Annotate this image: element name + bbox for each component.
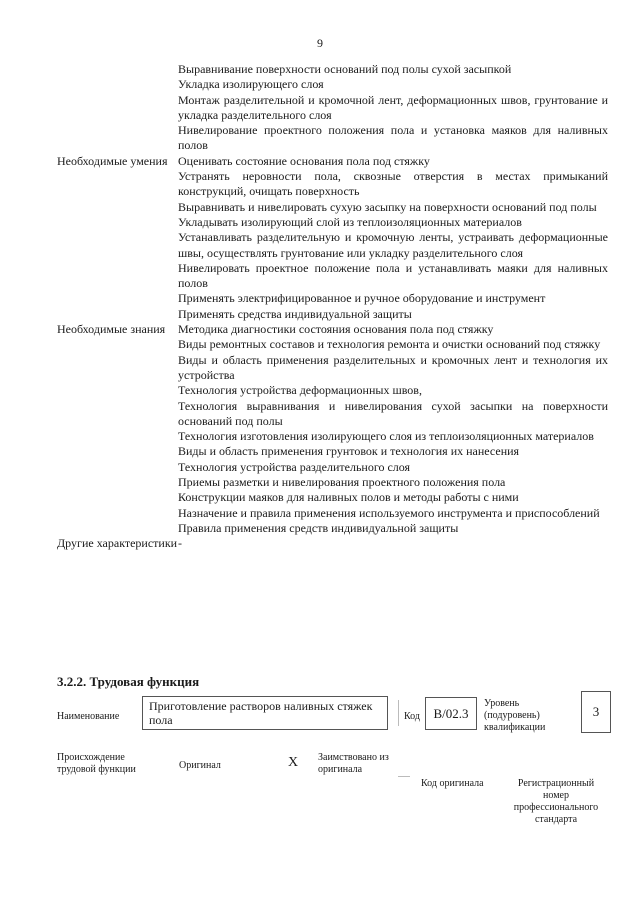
divider: [398, 700, 399, 726]
divider: [398, 776, 410, 777]
row-label: Другие характеристики: [57, 536, 178, 551]
list-item: Правила применения средств индивидуальной защиты: [178, 520, 459, 535]
list-item: Применять электрифицированное и ручное оборудование и инструмент: [178, 291, 546, 306]
list-item: Методика диагностики состояния основания пола под стяжку: [178, 322, 494, 337]
table-row: [57, 536, 608, 551]
row-label: Необходимые знания: [57, 322, 166, 337]
list-item: Виды и область применения разделительных и кромочных лент и технология их устройства: [178, 352, 608, 382]
registration-number-label: Регистрационный номер профессионального стандарта: [513, 778, 599, 825]
name-label: Наименование: [57, 711, 120, 722]
row-items: [178, 154, 608, 322]
list-item: -: [178, 536, 182, 551]
list-item: Назначение и правила применения используемого инструмента и приспособлений: [178, 505, 600, 520]
row-items: [178, 62, 608, 154]
list-item: Технология устройства деформационных швов,: [178, 383, 422, 398]
list-item: Конструкции маяков для наливных полов и методы работы с ними: [178, 490, 519, 505]
list-item: Выравнивать и нивелировать сухую засыпку на поверхности оснований под полы: [178, 199, 597, 214]
list-item: Виды ремонтных составов и технология ремонта и очистки оснований под стяжку: [178, 337, 601, 352]
list-item: Укладка изолирующего слоя: [178, 77, 324, 92]
row-items: [178, 536, 608, 551]
code-label: Код: [404, 711, 420, 722]
origin-label: Происхождение трудовой функции: [57, 752, 136, 775]
list-item: Укладывать изолирующий слой из теплоизоляционных материалов: [178, 214, 522, 229]
list-item: Технология выравнивания и нивелирования сухой засыпки на поверхности оснований под полы: [178, 398, 608, 428]
list-item: Оценивать состояние основания пола под стяжку: [178, 153, 430, 168]
original-code-label: Код оригинала: [421, 778, 484, 789]
borrowed-label: Заимствовано из оригинала: [318, 752, 389, 775]
original-label: Оригинал: [179, 760, 221, 771]
list-item: Технология изготовления изолирующего слоя из теплоизоляционных материалов: [178, 429, 594, 444]
table-row: [57, 154, 608, 322]
table-row: [57, 62, 608, 154]
list-item: Нивелировать проектное положение пола и устанавливать маяки для наливных полов: [178, 260, 608, 291]
table-row: [57, 322, 608, 536]
list-item: Выравнивание поверхности оснований под полы сухой засыпкой: [178, 62, 512, 76]
list-item: Устанавливать разделительную и кромочную ленты, устраивать деформационные швы, осуществлять грунтование или укладку разделительного слоя: [178, 230, 608, 260]
original-check-mark: X: [288, 755, 299, 770]
code-field: В/02.3: [425, 697, 477, 730]
characteristics-table: [57, 62, 608, 552]
row-label: Необходимые умения: [57, 153, 168, 168]
list-item: Монтаж разделительной и кромочной лент, деформационных швов, грунтование и укладка разделительного слоя: [178, 92, 608, 122]
function-name-field: Приготовление растворов наливных стяжек пола: [142, 696, 388, 730]
level-field: 3: [581, 691, 611, 733]
list-item: Нивелирование проектного положения пола и установка маяков для наливных полов: [178, 123, 608, 153]
section-title: 3.2.2. Трудовая функция: [57, 674, 200, 689]
list-item: Виды и область применения грунтовок и технология их нанесения: [178, 444, 520, 459]
row-label: [57, 62, 178, 154]
row-items: [178, 322, 608, 536]
page-number: 9: [317, 36, 323, 50]
list-item: Устранять неровности пола, сквозные отверстия в местах примыканий конструкций, очищать поверхность: [178, 169, 608, 199]
level-label: Уровень (подуровень) квалификации: [484, 698, 546, 733]
list-item: Приемы разметки и нивелирования проектного положения пола: [178, 475, 506, 490]
list-item: Применять средства индивидуальной защиты: [178, 306, 412, 321]
list-item: Технология устройства разделительного слоя: [178, 459, 411, 474]
